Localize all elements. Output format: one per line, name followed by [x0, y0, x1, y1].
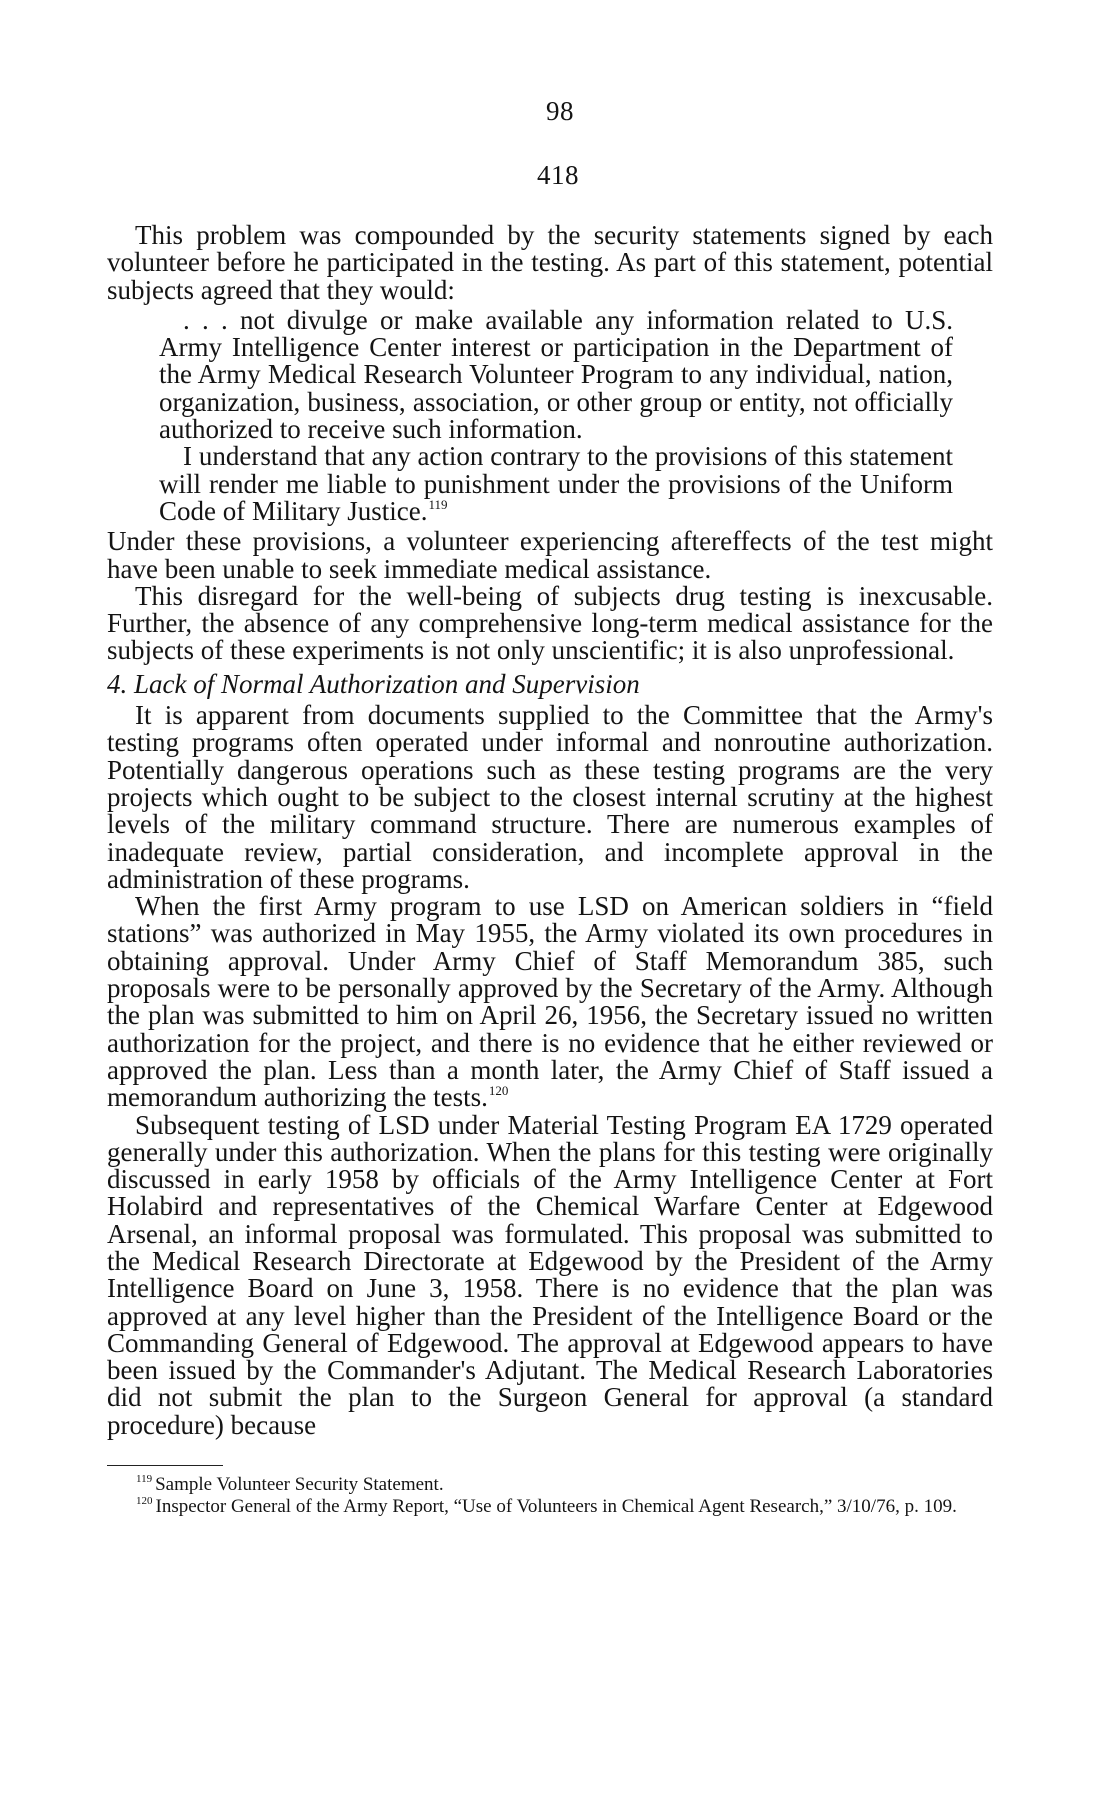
footnote-120-text: Inspector General of the Army Report, “Use of Volunteers in Chemical Agent Research,” 3/10/76, p. 109.: [155, 1496, 957, 1518]
paragraph-security-statements: This problem was compounded by the security statements signed by each volunteer before he participated in the testing. As part of this statement, potential subjects agreed that they would:: [107, 220, 993, 305]
page-number-second: 418: [537, 160, 579, 190]
footnote-120: [107, 1496, 993, 1518]
paragraph-subsequent-testing: Subsequent testing of LSD under Material Testing Program EA 1729 operated generally under this authorization. When the plans for this testing were originally discussed in early 1958 by officials of the Army Intelligence Center at Fort Holabird and representatives of the Chemical Warfare Center at Edgewood Arsenal, an informal proposal was formulated. This proposal was submitted to the Medical Research Directorate at Edgewood by the President of the Army Intelligence Board on June 3, 1958. There is no evidence that the plan was approved at any level higher than the President of the Intelligence Board or the Commanding General of Edgewood. The approval at Edgewood appears to have been issued by the Commander's Adjutant. The Medical Research Laboratories did not submit the plan to the Surgeon General for approval (a standard procedure) because: [107, 1109, 993, 1440]
footnote-119-text: Sample Volunteer Security Statement.: [155, 1474, 444, 1496]
page-number-top: 98: [546, 96, 574, 126]
section-heading: 4. Lack of Normal Authorization and Supervision: [107, 668, 640, 699]
footnote-119: [107, 1474, 993, 1496]
block-quote: [159, 304, 953, 526]
footnote-ref-120: 120: [488, 1083, 509, 1099]
paragraph-apparent: It is apparent from documents supplied to the Committee that the Army's testing programs often operated under informal and nonroutine authorization. Potentially dangerous operations such as these testing programs are the very projects which ought to be subject to the closest internal scrutiny at the highest levels of the military command structure. There are numerous examples of inadequate review, partial consideration, and incomplete approval in the administration of these programs.: [107, 700, 993, 894]
footnote-ref-119: 119: [428, 496, 448, 512]
footnote-120-marker: 120: [136, 1495, 153, 1508]
footnote-119-marker: 119: [136, 1473, 153, 1486]
quote-paragraph-understand-text: I understand that any action contrary to the provisions of this statement will render me liable to punishment under the provisions of the Uniform Code of Military Justice.: [159, 441, 953, 526]
document-page: [107, 96, 993, 1518]
footnotes: [107, 1474, 993, 1518]
paragraph-disregard: This disregard for the well-being of subjects drug testing is inexcusable. Further, the absence of any comprehensive long-term medical assistance for the subjects of these experiments is not only unscientific; it is also unprofessional.: [107, 580, 993, 666]
footnote-divider: [107, 1465, 223, 1466]
quote-paragraph-divulge: . . . not divulge or make available any information related to U.S. Army Intelligence Center interest or participation in the Department of the Army Medical Research Volunteer Program to any individual, nation, organization, business, association, or other group or entity, not officially authorized to receive such information.: [159, 304, 953, 445]
paragraph-first-lsd-program: [107, 893, 993, 1111]
body-text: [107, 222, 993, 1439]
quote-paragraph-understand: [159, 443, 953, 525]
paragraph-provisions: Under these provisions, a volunteer experiencing aftereffects of the test might have been unable to seek immediate medical assistance.: [107, 526, 993, 584]
paragraph-first-lsd-program-text: When the first Army program to use LSD on American soldiers in “field stations” was authorized in May 1955, the Army violated its own procedures in obtaining approval. Under Army Chief of Staff Memorandum 385, such proposals were to be personally approved by the Secretary of the Army. Although the plan was submitted to him on April 26, 1956, the Secretary issued no written authorization for the project, and there is no evidence that he either reviewed or approved the plan. Less than a month later, the Army Chief of Staff issued a memorandum authorizing the tests.: [107, 891, 993, 1113]
